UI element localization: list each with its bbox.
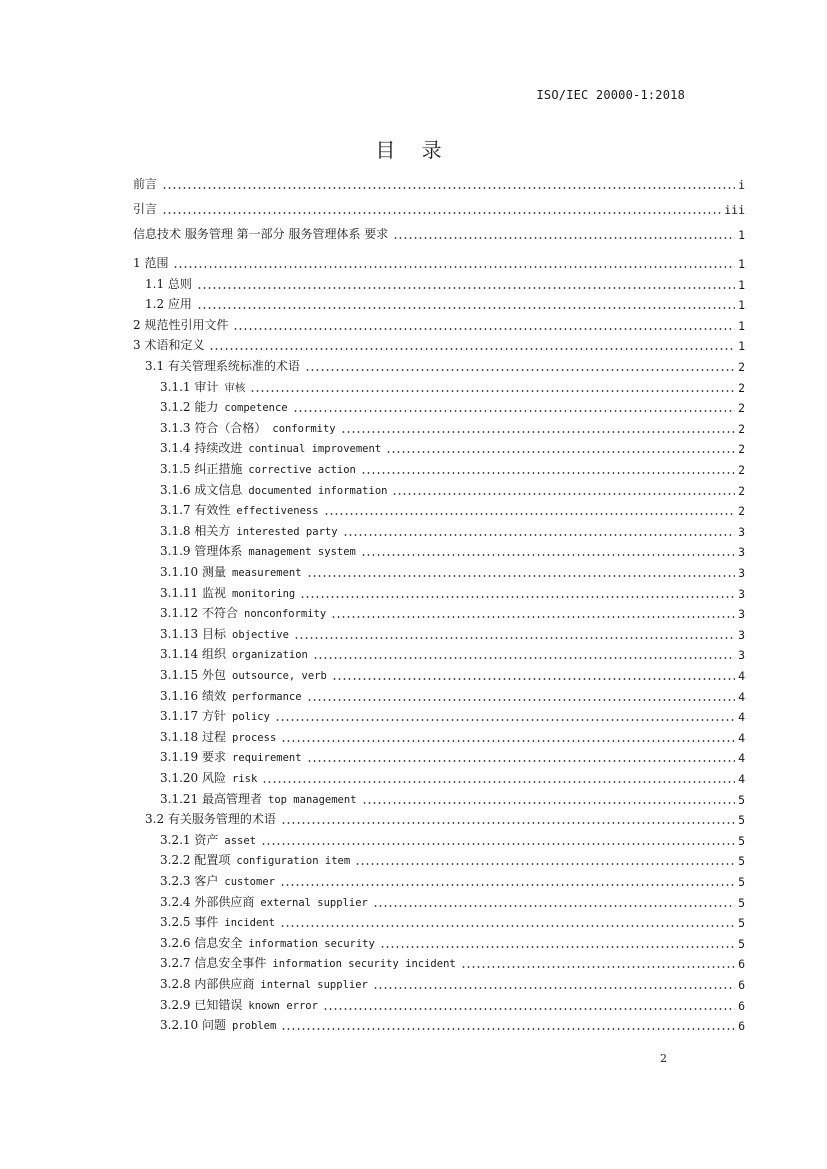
dot-leader [341,431,735,433]
toc-entry[interactable] [160,601,745,621]
toc-entry-title: 管理体系 [194,544,243,559]
toc-entry-page: 5 [738,875,745,889]
toc-entry-title: 前言 [133,177,158,191]
toc-entry[interactable] [160,395,745,415]
toc-entry[interactable] [160,745,745,765]
toc-entry-english-term: problem [232,1020,277,1033]
dot-leader [280,925,735,927]
dot-leader [331,616,735,618]
toc-entry-label [160,398,290,415]
toc-entry-page: 1 [738,339,745,354]
dot-leader [361,472,735,474]
toc-entry-title: 资产 [194,832,219,847]
dot-leader [305,369,735,371]
toc-entry-title: 有关服务管理的术语 [167,812,276,827]
toc-entry-english-term: documented information [248,484,388,497]
toc-entry-label [160,563,304,580]
toc-entry-page: iii [724,203,745,217]
toc-entry-label [160,934,377,951]
toc-entry-english-term: incident [224,917,275,930]
toc-entry-title: 有关管理系统标准的术语 [167,359,300,373]
toc-entry-english-term: effectiveness [236,505,319,518]
toc-entry-title: 内部供应商 [194,977,255,991]
toc-entry[interactable] [160,725,745,745]
toc-entry-page: 6 [738,1019,745,1034]
toc-entry-label [160,975,370,992]
toc-entry-title: 引言 [133,202,158,216]
toc-entry[interactable] [160,436,745,456]
toc-entry[interactable] [160,684,745,704]
toc-entry-english-term: process [232,731,277,744]
toc-entry-page: 1 [738,228,745,242]
toc-entry[interactable] [160,622,745,642]
toc-entry[interactable] [133,313,745,333]
toc-entry-english-term: performance [232,690,302,703]
toc-entry-number: 3.2.2 [160,853,191,868]
toc-entry-number: 3.1.16 [160,688,199,703]
toc-entry-title: 能力 [194,400,219,415]
toc-entry-number: 3.2.8 [160,977,191,991]
toc-entry-title: 已知错误 [194,997,243,1012]
dot-leader [343,534,736,536]
toc-entry-english-term: policy [232,711,270,724]
toc-entry-label [133,175,159,192]
dot-leader [386,451,735,453]
toc-entry[interactable] [160,890,745,910]
toc-entry-english-term: customer [224,876,275,888]
toc-entry[interactable] [133,333,745,353]
toc-entry-label [160,419,338,436]
toc-entry-title: 相关方 [194,523,231,538]
toc-entry-label [145,810,278,827]
toc-entry-label [160,584,297,601]
toc-entry-number: 3.2.1 [160,832,191,847]
toc-entry-title: 规范性引用文件 [144,317,229,332]
toc-entry-page: 4 [738,730,745,745]
toc-entry-page: 4 [738,751,745,766]
toc-entry[interactable] [160,642,745,662]
toc-entry-label [160,769,259,786]
toc-entry-page: 4 [738,689,745,704]
toc-entry-page: 3 [738,627,745,642]
toc-entry-title: 风险 [202,771,227,785]
toc-entry-label [160,439,383,456]
toc-entry-english-term: risk [232,773,258,785]
toc-entry-title: 应用 [167,297,192,312]
toc-entry-page: 1 [738,298,745,313]
toc-entry-label [160,666,329,683]
toc-entry-english-term: configuration item [236,855,351,868]
dot-leader [392,493,735,495]
toc-entry-page: 5 [738,792,745,807]
document-code: ISO/IEC 20000-1:2018 [536,88,685,102]
toc-entry-title: 范围 [144,256,169,270]
toc-entry-title: 目标 [202,626,227,641]
toc-entry[interactable] [160,704,745,724]
toc-entry-title: 信息安全事件 [194,956,267,971]
toc-entry[interactable] [145,807,745,827]
toc-entry-number: 3.1.10 [160,565,199,579]
toc-entry-number: 3.1.12 [160,606,199,621]
toc-entry-number: 3.1.15 [160,668,199,682]
dot-leader [162,212,721,214]
dot-leader [361,554,735,556]
dot-leader [162,187,735,189]
toc-entry-page: 2 [738,463,745,477]
toc-entry-number: 3.1.17 [160,709,199,724]
dot-leader [250,390,735,392]
dot-leader [332,678,735,680]
toc-entry-page: 1 [738,257,745,271]
toc-entry-title: 配置项 [194,853,231,868]
toc-entry-page: i [738,178,745,192]
toc-entry-label [160,954,458,971]
toc-entry-label [145,295,194,312]
dot-leader [380,946,735,948]
toc-entry-page: 2 [738,380,745,395]
toc-entry-label [160,481,389,498]
toc-entry-page: 2 [738,442,745,457]
toc-entry-page: 6 [738,998,745,1013]
toc-entry-title: 不符合 [202,606,239,621]
toc-entry-label [160,707,272,724]
toc-entry-label [160,913,277,930]
toc-entry-english-term: management system [248,546,356,559]
toc-entry-page: 6 [738,978,745,992]
toc-entry[interactable] [160,663,745,683]
toc-entry-number: 1 [133,256,141,270]
toc-entry[interactable] [160,869,745,889]
dot-leader [307,760,736,762]
toc-entry-label [133,316,230,333]
toc-entry-page: 3 [738,648,745,663]
toc-entry-english-term: corrective action [248,464,356,476]
toc-entry-title: 最高管理者 [202,791,263,806]
toc-entry[interactable] [160,457,745,477]
toc-entry[interactable] [160,581,745,601]
page-number: 2 [660,1052,667,1065]
toc-entry-page: 5 [738,936,745,951]
dot-leader [280,884,735,886]
toc-entry-page: 2 [738,360,745,374]
dot-leader [261,843,735,845]
toc-entry-number: 3.1 [145,359,165,373]
toc-entry[interactable] [133,222,745,242]
toc-entry-label [160,378,247,395]
toc-entry-english-term: internal supplier [260,979,368,991]
toc-entry-page: 4 [738,710,745,725]
toc-entry-number: 3.2.9 [160,997,191,1012]
toc-entry-title: 外部供应商 [194,894,255,909]
toc-entry-number: 3.1.5 [160,462,191,476]
toc-entry[interactable] [160,951,745,971]
toc-entry-english-term: top management [268,793,357,806]
toc-entry-label [160,501,321,518]
toc-entry-label [160,728,278,745]
toc-entry-page: 2 [738,401,745,416]
toc-entry-title: 事件 [194,915,219,930]
toc-entry-number: 3.2.6 [160,935,191,950]
toc-entry-label [160,790,359,807]
toc-entry-english-term: competence [224,402,288,415]
toc-entry[interactable] [160,539,745,559]
toc-entry-title: 术语和定义 [144,338,205,353]
toc-entry-label [160,1016,278,1033]
toc-entry-label [160,625,291,642]
dot-leader [173,266,735,268]
toc-entry[interactable] [160,828,745,848]
toc-entry-title: 持续改进 [194,441,243,456]
toc-entry-title: 有效性 [194,503,231,518]
toc-entry-page: 3 [738,524,745,539]
toc-entry[interactable] [160,560,745,580]
toc-entry-english-term: organization [232,649,308,662]
toc-entry-english-term: conformity [272,422,336,435]
toc-entry[interactable] [133,172,745,192]
toc-entry[interactable] [160,478,745,498]
toc-entry-label [160,687,304,704]
toc-entry-english-term: nonconformity [244,608,327,621]
toc-entry-english-term: information security [248,937,375,950]
toc-entry-label [145,357,302,374]
toc-entry-number: 3.1.6 [160,482,191,497]
toc-entry-number: 3.1.18 [160,729,199,744]
dot-leader [307,699,736,701]
dot-leader [324,513,735,515]
toc-entry-number: 3.1.9 [160,544,191,559]
toc-entry-number: 3.1.20 [160,771,199,785]
dot-leader [294,637,735,639]
toc-entry-page: 2 [738,504,745,519]
toc-entry-label [133,254,170,271]
toc-entry-english-term: monitoring [232,587,296,600]
toc-entry[interactable] [133,251,745,271]
toc-entry-number: 2 [133,317,141,332]
dot-leader [313,657,735,659]
toc-entry-page: 4 [738,772,745,786]
dot-leader [393,237,735,239]
toc-entry-page: 1 [738,277,745,292]
toc-entry-number: 3 [133,338,141,353]
dot-leader [362,802,736,804]
toc-entry-page: 3 [738,607,745,622]
toc-entry-page: 1 [738,318,745,333]
toc-entry-page: 2 [738,483,745,498]
toc-entry-page: 6 [738,957,745,972]
toc-entry-label [160,996,320,1013]
toc-entry-title: 外包 [202,668,227,682]
toc-entry[interactable] [160,498,745,518]
toc-entry-label [160,645,310,662]
toc-entry-english-term: continual improvement [248,443,382,456]
toc-entry-label [133,200,159,217]
toc-entry-number: 3.1.11 [160,585,199,600]
toc-entry[interactable] [160,519,745,539]
toc-entry-english-term: objective [232,628,289,641]
toc-entry-label [160,522,340,539]
toc-entry-number: 3.1.21 [160,791,199,806]
dot-leader [262,781,735,783]
toc-entry-english-term: information security incident [272,958,456,971]
dot-leader [233,328,735,330]
toc-entry-title: 监视 [202,585,227,600]
toc-entry-number: 3.2.3 [160,874,191,888]
toc-entry-label [160,893,370,910]
toc-entry-title: 纠正措施 [194,462,243,476]
toc-entry-label [160,872,277,889]
toc-entry-title: 信息技术 服务管理 第一部分 服务管理体系 要求 [133,227,389,241]
toc-entry-title: 符合（合格） [194,420,267,435]
toc-entry-english-term: interested party [236,525,338,538]
toc-entry-label [145,275,194,292]
toc-entry-title: 测量 [202,565,227,579]
dot-leader [293,410,735,412]
toc-entry-page: 5 [738,854,745,869]
toc-entry[interactable] [160,931,745,951]
toc-entry-title: 审计 [194,379,219,394]
toc-entry-number: 3.1.14 [160,647,199,662]
toc-entry-number: 3.1.4 [160,441,191,456]
toc-entry-title: 组织 [202,647,227,662]
toc-entry-title: 成文信息 [194,482,243,497]
toc-entry[interactable] [145,272,745,292]
toc-entry[interactable] [160,910,745,930]
toc-entry-number: 3.2.10 [160,1018,199,1033]
toc-entry-label [160,460,358,477]
toc-entry[interactable] [160,766,745,786]
dot-leader [461,966,735,968]
dot-leader [281,822,735,824]
dot-leader [307,575,736,577]
dot-leader [209,348,735,350]
dot-leader [275,719,735,721]
toc-entry-english-term: measurement [232,567,302,579]
toc-entry-page: 4 [738,669,745,683]
toc-entry-title: 信息安全 [194,935,243,950]
dot-leader [373,987,735,989]
toc-entry-title: 绩效 [202,688,227,703]
toc-entry-english-term: asset [224,834,256,847]
toc-entry-number: 3.2.5 [160,915,191,930]
toc-entry-english-term: 审核 [224,381,246,394]
dot-leader [281,740,735,742]
toc-entry[interactable] [160,416,745,436]
toc-entry-english-term: outsource, verb [232,670,327,682]
toc-entry-page: 5 [738,833,745,848]
toc-entry-page: 3 [738,545,745,560]
toc-entry-number: 3.1.8 [160,523,191,538]
toc-entry-label [133,336,206,353]
dot-leader [323,1008,735,1010]
toc-entry-number: 3.2.4 [160,894,191,909]
toc-entry-title: 要求 [202,750,227,765]
toc-entry[interactable] [145,292,745,312]
toc-entry-label [160,831,258,848]
toc-entry-number: 3.1.19 [160,750,199,765]
dot-leader [355,863,735,865]
toc-entry-english-term: requirement [232,752,302,765]
toc-entry-number: 3.2 [145,812,165,827]
toc-entry[interactable] [160,972,745,992]
toc-entry[interactable] [160,375,745,395]
toc-entry-title: 总则 [167,276,192,291]
dot-leader [197,287,735,289]
toc-entry-page: 3 [738,586,745,601]
dot-leader [197,307,735,309]
toc-entry-label [160,748,304,765]
toc-entry-label [160,542,358,559]
toc-entry-page: 5 [738,813,745,828]
toc-entry[interactable] [145,354,745,374]
toc-entry-page: 5 [738,916,745,931]
toc-entry-number: 3.1.1 [160,379,191,394]
toc-entry-english-term: external supplier [260,896,368,909]
toc-entry-title: 问题 [202,1018,227,1033]
dot-leader [373,905,735,907]
toc-entry[interactable] [160,993,745,1013]
toc-entry-title: 方针 [202,709,227,724]
toc-entry-label [160,851,352,868]
toc-entry[interactable] [160,848,745,868]
toc-entry[interactable] [160,787,745,807]
toc-entry-english-term: known error [248,999,318,1012]
toc-entry-number: 3.2.7 [160,956,191,971]
toc-entry-label [160,604,328,621]
toc-entry[interactable] [160,1013,745,1033]
toc-entry-title: 客户 [194,874,219,888]
toc-entry-page: 2 [738,421,745,436]
toc-entry-number: 3.1.13 [160,626,199,641]
toc-entry[interactable] [133,197,745,217]
toc-entry-number: 1.1 [145,276,165,291]
dot-leader [300,596,735,598]
toc-entry-number: 1.2 [145,297,165,312]
dot-leader [281,1028,735,1030]
toc-title: 目 录 [375,138,452,162]
toc-entry-page: 5 [738,895,745,910]
toc-entry-number: 3.1.7 [160,503,191,518]
toc-entry-label [133,225,390,242]
toc-entry-number: 3.1.2 [160,400,191,415]
toc-entry-title: 过程 [202,729,227,744]
toc-entry-number: 3.1.3 [160,420,191,435]
toc-entry-page: 3 [738,566,745,580]
